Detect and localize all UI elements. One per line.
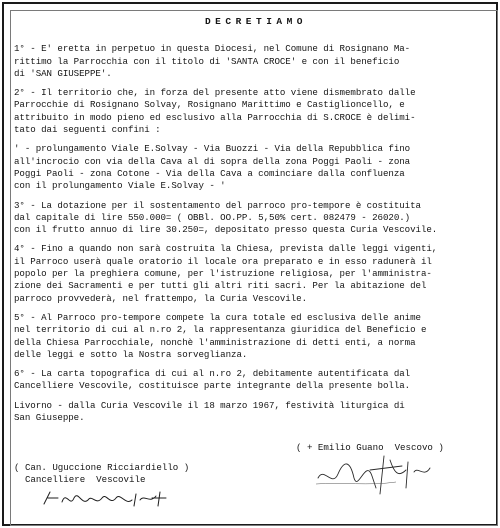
text-line: 1° - E' eretta in perpetuo in questa Diocesi, nel Comune di Rosignano Ma- <box>14 43 411 55</box>
chancellor-signature-block <box>14 462 189 487</box>
text-line: 2° - Il territorio che, in forza del presente atto viene dismembrato dalle <box>14 87 416 99</box>
text-line: zione dei Sacramenti e per tutti gli altri riti sacri. Per la abitazione del <box>14 280 427 292</box>
text-line: 5° - Al Parroco pro-tempore compete la cura totale ed esclusiva delle anime <box>14 311 421 323</box>
chancellor-name: ( Can. Uguccione Ricciardiello ) <box>14 462 190 473</box>
text-line: Cancelliere Vescovile, costituisce parte integrante della presente bolla. <box>14 380 411 392</box>
bishop-signature-label: ( + Emilio Guano Vescovo ) <box>296 442 444 453</box>
article-5 <box>14 312 488 361</box>
article-2 <box>14 87 488 136</box>
text-line: delle leggi e sotto la Nostra sorveglianza. <box>14 348 248 360</box>
text-line: con il prolungamento Viale E.Solvay - ' <box>14 180 226 192</box>
text-line: Poggi Paoli - zona Cotone - Via della Cava a cominciare dalla confluenza <box>14 167 405 179</box>
text-line: all'incrocio con via della Cava al di sopra della zona Poggi Paoli - zona <box>14 155 411 167</box>
decree-body <box>14 14 488 431</box>
text-line: dal capitale di lire 550.000= ( OBBl. OO.PP. 5,50% cert. 082479 - 26020.) <box>14 211 411 223</box>
text-line: con il frutto annuo di lire 30.250=, depositato presso questa Curia Vescovile. <box>14 224 438 236</box>
text-line: il Parroco userà quale oratorio il locale ora preparato e in esso radunerà il <box>14 255 432 267</box>
text-line: 3° - La dotazione per il sostentamento del parroco pro-tempore è costituita <box>14 199 421 211</box>
article-4 <box>14 243 488 304</box>
text-line: attribuito in modo pieno ed esclusivo alla Parrocchia di S.CROCE è delimi- <box>14 111 416 123</box>
text-line: Parrocchie di Rosignano Solvay, Rosignano Marittimo e Castiglioncello, e <box>14 99 405 111</box>
article-3 <box>14 200 488 237</box>
article-6 <box>14 368 488 393</box>
text-line: 6° - La carta topografica di cui al n.ro 2, debitamente autentificata dal <box>14 368 411 380</box>
text-line: Livorno - dalla Curia Vescovile il 18 marzo 1967, festività liturgica di <box>14 399 405 411</box>
text-line: parroco provvederà, nel frattempo, la Curia Vescovile. <box>14 292 307 304</box>
chancellor-title: Cancelliere Vescovile <box>14 474 146 486</box>
text-line: ' - prolungamento Viale E.Solvay - Via Buozzi - Via della Repubblica fino <box>14 143 411 155</box>
text-line: della Chiesa Parrocchiale, nonchè l'amministrazione di detti enti, a norma <box>14 336 416 348</box>
boundaries-paragraph <box>14 143 488 192</box>
text-line: 4° - Fino a quando non sarà costruita la Chiesa, prevista dalle leggi vigenti, <box>14 243 438 255</box>
date-place <box>14 400 488 425</box>
text-line: San Giuseppe. <box>14 412 85 424</box>
text-line: nel territorio di cui al n.ro 2, la rappresentanza giuridica del Beneficio e <box>14 324 427 336</box>
text-line: popolo per la preghiera comune, per l'istruzione religiosa, per l'amministra- <box>14 268 432 280</box>
article-1 <box>14 43 488 80</box>
decree-heading: DECRETIAMO <box>204 16 307 27</box>
bishop-handwritten-signature <box>310 448 440 498</box>
chancellor-handwritten-signature <box>40 488 170 510</box>
text-line: tato dai seguenti confini : <box>14 124 161 136</box>
text-line: rittimo la Parrocchia con il titolo di 'SANTA CROCE' e con il beneficio <box>14 55 400 67</box>
text-line: di 'SAN GIUSEPPE'. <box>14 67 112 79</box>
